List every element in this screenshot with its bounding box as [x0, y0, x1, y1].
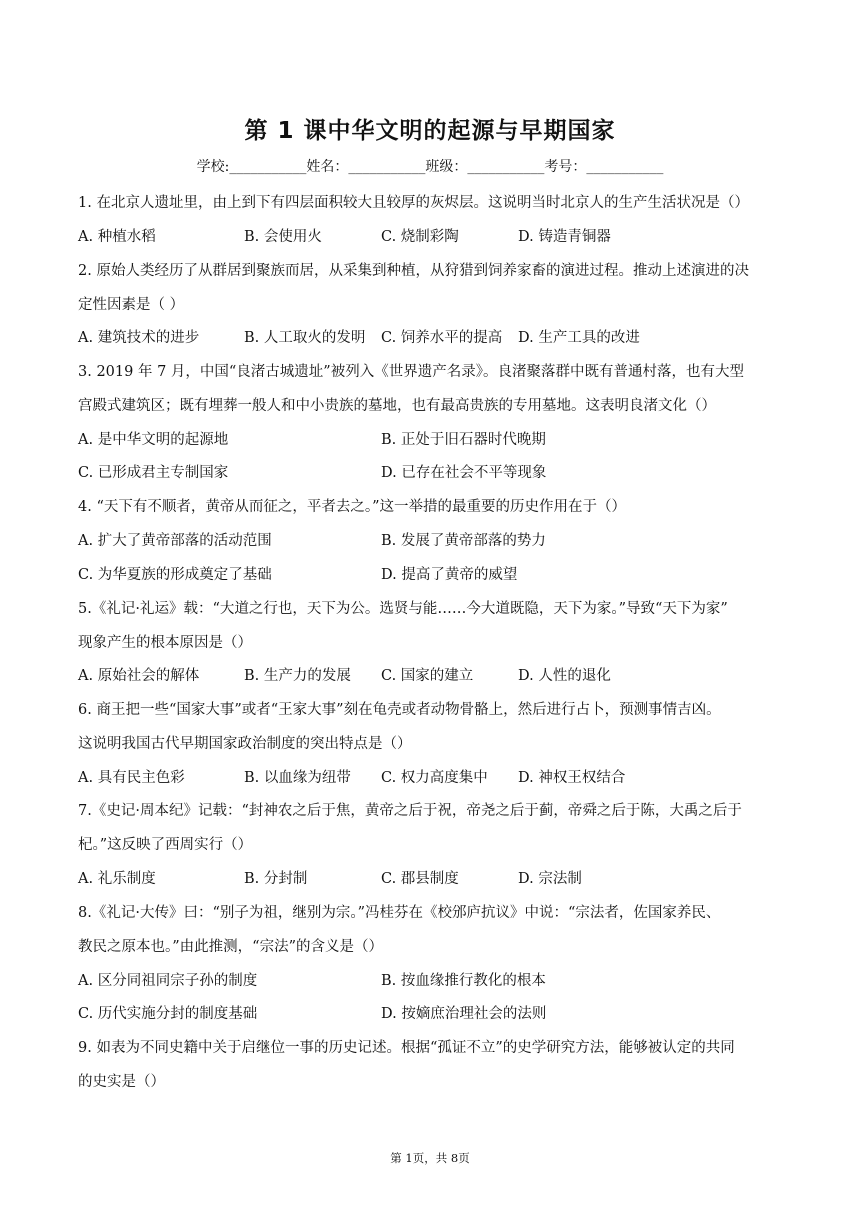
question-5-option-c: C. 国家的建立 — [381, 668, 474, 684]
question-8-option-d: D. 按嫡庶治理社会的法则 — [381, 1006, 547, 1022]
student-info-line: 学校:___________姓名：___________班级：___________考号：___________ — [196, 159, 664, 175]
question-8-option-a: A. 区分同祖同宗子孙的制度 — [78, 973, 258, 989]
question-2-option-d: D. 生产工具的改进 — [518, 330, 640, 346]
question-7-option-b: B. 分封制 — [244, 871, 308, 887]
question-1-option-b: B. 会使用火 — [244, 229, 322, 245]
question-9-stem-line-2: 的史实是（） — [78, 1074, 165, 1090]
question-5-stem-line-1: 5.《礼记·礼运》载：“大道之行也，天下为公。选贤与能……今大道既隐，天下为家。”导致“天下为家” — [78, 601, 728, 617]
question-3-option-a: A. 是中华文明的起源地 — [78, 432, 229, 448]
question-3-stem-line-2: 宫殿式建筑区；既有埋葬一般人和中小贵族的墓地，也有最高贵族的专用墓地。这表明良渚文化（） — [78, 398, 716, 414]
question-4-option-c: C. 为华夏族的形成奠定了基础 — [78, 567, 272, 583]
question-6-stem-line-1: 6. 商王把一些“国家大事”或者“王家大事”刻在龟壳或者动物骨骼上，然后进行占卜，预测事情吉凶。 — [78, 702, 721, 718]
question-1-stem: 1. 在北京人遗址里，由上到下有四层面积较大且较厚的灰烬层。这说明当时北京人的生产生活状况是（） — [78, 195, 749, 211]
question-8-option-b: B. 按血缘推行教化的根本 — [381, 973, 546, 989]
page-footer: 第 1页，共 8页 — [390, 1151, 470, 1165]
question-7-option-a: A. 礼乐制度 — [78, 871, 156, 887]
question-8-stem-line-1: 8.《礼记·大传》曰：“别子为祖，继别为宗。”冯桂芬在《校邠庐抗议》中说：“宗法者，佐国家养民、 — [78, 905, 721, 921]
question-5-stem-line-2: 现象产生的根本原因是（） — [78, 635, 252, 651]
question-6-option-b: B. 以血缘为纽带 — [244, 770, 351, 786]
question-1-option-a: A. 种植水稻 — [78, 229, 156, 245]
question-3-stem-line-1: 3. 2019 年 7 月，中国“良渚古城遗址”被列入《世界遗产名录》。良渚聚落群中既有普通村落，也有大型 — [78, 364, 744, 380]
question-3-option-c: C. 已形成君主专制国家 — [78, 465, 229, 481]
question-8-stem-line-2: 教民之原本也。”由此推测，“宗法”的含义是（） — [78, 939, 383, 955]
question-5-option-a: A. 原始社会的解体 — [78, 668, 200, 684]
question-3-option-d: D. 已存在社会不平等现象 — [381, 465, 547, 481]
question-6-option-a: A. 具有民主色彩 — [78, 770, 185, 786]
question-3-option-b: B. 正处于旧石器时代晚期 — [381, 432, 546, 448]
question-7-option-c: C. 郡县制度 — [381, 871, 459, 887]
question-2-stem-line-1: 2. 原始人类经历了从群居到聚族而居，从采集到种植，从狩猎到饲养家畜的演进过程。推动上述演进的决 — [78, 263, 749, 279]
question-2-option-a: A. 建筑技术的进步 — [78, 330, 200, 346]
question-9-stem-line-1: 9. 如表为不同史籍中关于启继位一事的历史记述。根据“孤证不立”的史学研究方法，能够被认定的共同 — [78, 1040, 735, 1056]
question-5-option-b: B. 生产力的发展 — [244, 668, 351, 684]
question-2-stem-line-2: 定性因素是（ ） — [78, 297, 185, 313]
question-4-option-d: D. 提高了黄帝的威望 — [381, 567, 518, 583]
question-1-option-c: C. 烧制彩陶 — [381, 229, 459, 245]
question-4-option-a: A. 扩大了黄帝部落的活动范围 — [78, 533, 272, 549]
question-2-option-b: B. 人工取火的发明 — [244, 330, 366, 346]
page-title: 第 1 课中华文明的起源与早期国家 — [244, 118, 616, 144]
question-6-option-d: D. 神权王权结合 — [518, 770, 626, 786]
question-8-option-c: C. 历代实施分封的制度基础 — [78, 1006, 258, 1022]
question-7-option-d: D. 宗法制 — [518, 871, 582, 887]
question-7-stem-line-2: 杞。”这反映了西周实行（） — [78, 837, 253, 853]
question-7-stem-line-1: 7.《史记·周本纪》记载：“封神农之后于焦，黄帝之后于祝，帝尧之后于蓟，帝舜之后于陈，大禹之后于 — [78, 803, 742, 819]
question-2-option-c: C. 饲养水平的提高 — [381, 330, 503, 346]
question-1-option-d: D. 铸造青铜器 — [518, 229, 611, 245]
question-6-option-c: C. 权力高度集中 — [381, 770, 488, 786]
question-4-stem: 4. “天下有不顺者，黄帝从而征之，平者去之。”这一举措的最重要的历史作用在于（） — [78, 499, 627, 515]
question-4-option-b: B. 发展了黄帝部落的势力 — [381, 533, 546, 549]
question-6-stem-line-2: 这说明我国古代早期国家政治制度的突出特点是（） — [78, 736, 412, 752]
question-5-option-d: D. 人性的退化 — [518, 668, 611, 684]
